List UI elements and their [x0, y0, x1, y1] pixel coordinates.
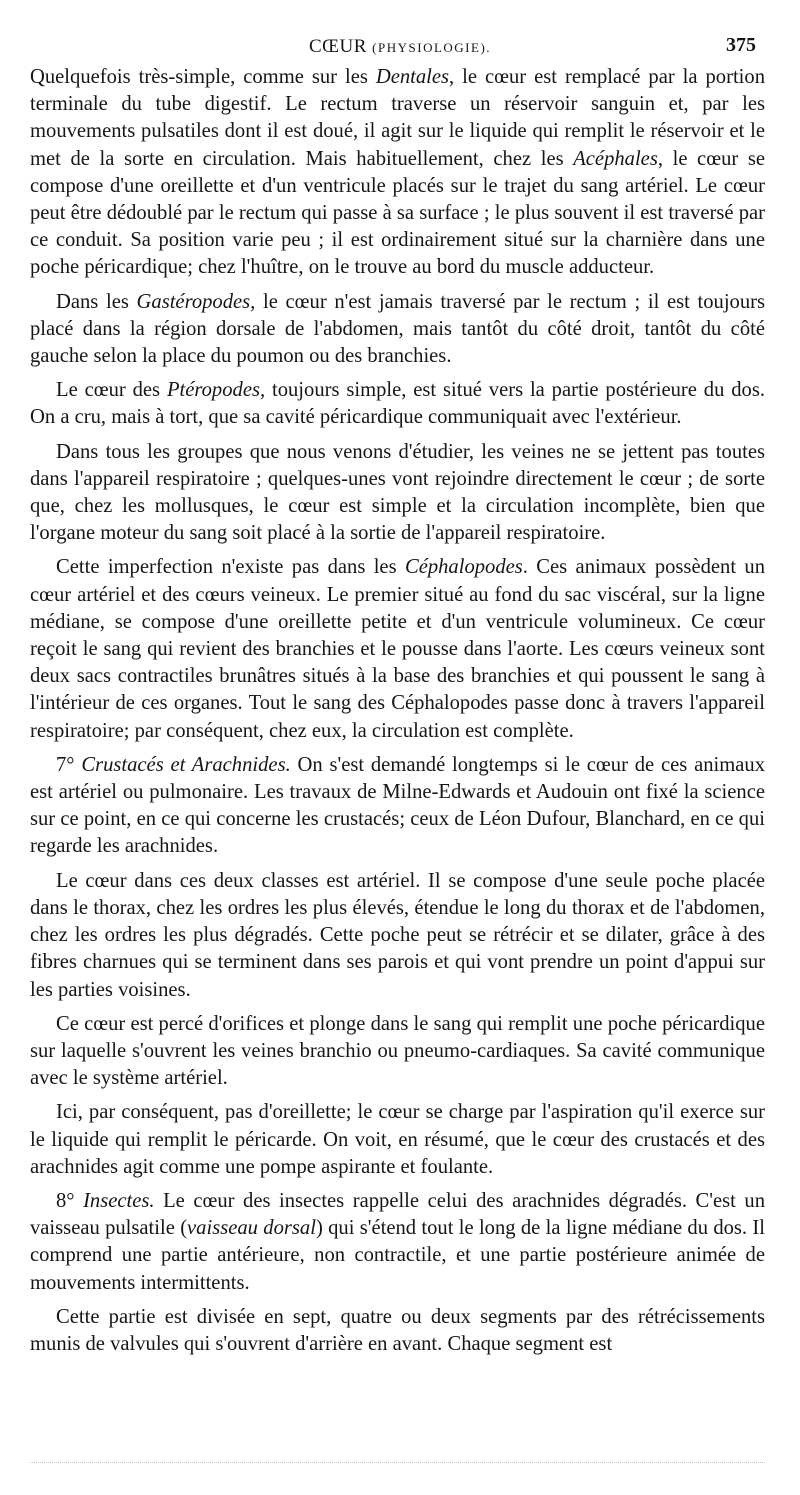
paragraph [30, 377, 765, 431]
taxon-name: Acéphales [573, 147, 658, 170]
text-run: Le cœur des insectes rappelle celui des arachnides dégradés. C'est un vaisseau pulsatile ( [30, 1189, 765, 1240]
paragraph [30, 64, 765, 282]
taxon-name: Céphalopodes [404, 556, 523, 579]
text-run: Le cœur des [56, 379, 167, 402]
taxon-name: Ptéropodes, [166, 379, 266, 402]
running-title [0, 36, 800, 58]
text-run: Quelquefois très-simple, comme sur les [30, 66, 376, 88]
text-run: , le cœur se compose d'une oreillette et d'un ventricule placés sur le trajet du sang artériel. Le cœur peut être dédoublé par le rectum qui passe à sa surface ; le plus souvent il est traversé par ce conduit. Sa position varie peu ; il est ordinairement situé sur la charnière dans une poche péricardique; chez l'huître, on le trouve au bord du muscle adducteur. [30, 147, 765, 279]
paragraph [30, 868, 765, 1004]
text-run: Ce cœur est percé d'orifices et plonge dans le sang qui remplit une poche péricardique sur laquelle s'ouvrent les veines branchio ou pneumo-cardiaques. Sa cavité communique avec le système artériel. [30, 1012, 765, 1090]
text-run: ) qui s'étend tout le long de la ligne médiane du dos. Il comprend une partie antérieure, non contractile, et une partie postérieure animée de mouvements intermittents. [30, 1217, 765, 1294]
text-run: Dans les [56, 290, 137, 313]
text-run: toujours simple, est situé vers la partie postérieure du dos. On a cru, mais à tort, que sa cavité péricardique communiquait avec l'extérieur. [30, 379, 765, 429]
body-text [30, 64, 765, 1365]
text-run: Dans tous les groupes que nous venons d'étudier, les veines ne se jettent pas toutes dans l'appareil respiratoire ; quelques-unes vont rejoindre directement le cœur ; de sorte que, chez les mollusques, le cœur est simple et la circulation incomplète, bien que l'organe moteur du sang soit placé à la sortie de l'appareil respiratoire. [30, 440, 765, 545]
paragraph [30, 1304, 765, 1358]
text-run: Cette imperfection n'existe pas dans les [56, 556, 405, 579]
header-title: CŒUR [308, 36, 367, 57]
text-run: On s'est demandé longtemps si le cœur de ces animaux est artériel ou pulmonaire. Les travaux de Milne-Edwards et Audouin ont fixé la science sur ce point, en ce qui concerne les crustacés; ceux de Léon Dufour, Blanchard, en ce qui regarde les arachnides. [30, 753, 765, 858]
taxon-name: Dentales [375, 66, 450, 88]
paragraph [30, 439, 765, 548]
scan-margin-marks [30, 1462, 765, 1465]
text-run: . Ces animaux possèdent un cœur artériel et des cœurs veineux. Le premier situé au fond du sac viscéral, sur la ligne médiane, se compose d'une oreillette petite et d'un ventricule volumineux. Ce cœur reçoit le sang qui revient des branchies et le pousse dans l'aorte. Les cœurs veineux sont deux sacs contractiles brunâtres situés à la base des branchies et qui poussent le sang à l'intérieur de ces organes. Tout le sang des Céphalopodes passe donc à travers l'appareil respiratoire; par conséquent, chez eux, la circulation est complète. [30, 556, 765, 742]
taxon-name: Gastéropodes, [136, 290, 256, 313]
section-heading: Crustacés et Arachnides. [81, 753, 291, 776]
text-run: Ici, par conséquent, pas d'oreillette; le cœur se charge par l'aspiration qu'il exerce sur le liquide qui remplit le péricarde. On voit, en résumé, que le cœur des crustacés et des arachnides agit comme une pompe aspirante et foulante. [30, 1101, 765, 1178]
paragraph [30, 1188, 765, 1297]
running-header [0, 34, 800, 62]
paragraph [30, 1099, 765, 1181]
text-run: Le cœur dans ces deux classes est artériel. Il se compose d'une seule poche placée dans le thorax, chez les ordres les plus élevés, étendue le long du thorax et de l'abdomen, chez les ordres les plus dégradés. Cette poche peut se rétrécir et se dilater, grâce à des fibres charnues qui se terminent dans ses parois et qui vont prendre un point d'appui sur les parties voisines. [30, 869, 765, 1001]
section-heading: Insectes. [83, 1189, 155, 1212]
paragraph [30, 554, 765, 744]
paragraph [30, 1011, 765, 1093]
text-run: Cette partie est divisée en sept, quatre ou deux segments par des rétrécissements munis de valvules qui s'ouvrent d'arrière en avant. Chaque segment est [30, 1305, 765, 1355]
paragraph [30, 752, 765, 861]
section-number: 7° [56, 753, 82, 776]
section-number: 8° [56, 1189, 84, 1212]
term: vaisseau dorsal [187, 1217, 316, 1240]
paragraph [30, 289, 765, 371]
text-run: , le cœur est remplacé par la portion terminale du tube digestif. Le rectum traverse un réservoir sanguin et, par les mouvements pulsatiles dont il est doué, il agit sur le liquide qui remplit le réservoir et le met de la sorte en circulation. Mais habituellement, chez les [30, 66, 765, 170]
text-run: le cœur n'est jamais traversé par le rectum ; il est toujours placé dans la région dorsale de l'abdomen, mais tantôt du côté droit, tantôt du côté gauche selon la place du poumon ou des branchies. [30, 290, 766, 368]
page-number: 375 [726, 34, 756, 56]
header-subtitle: (PHYSIOLOGIE). [372, 40, 492, 55]
